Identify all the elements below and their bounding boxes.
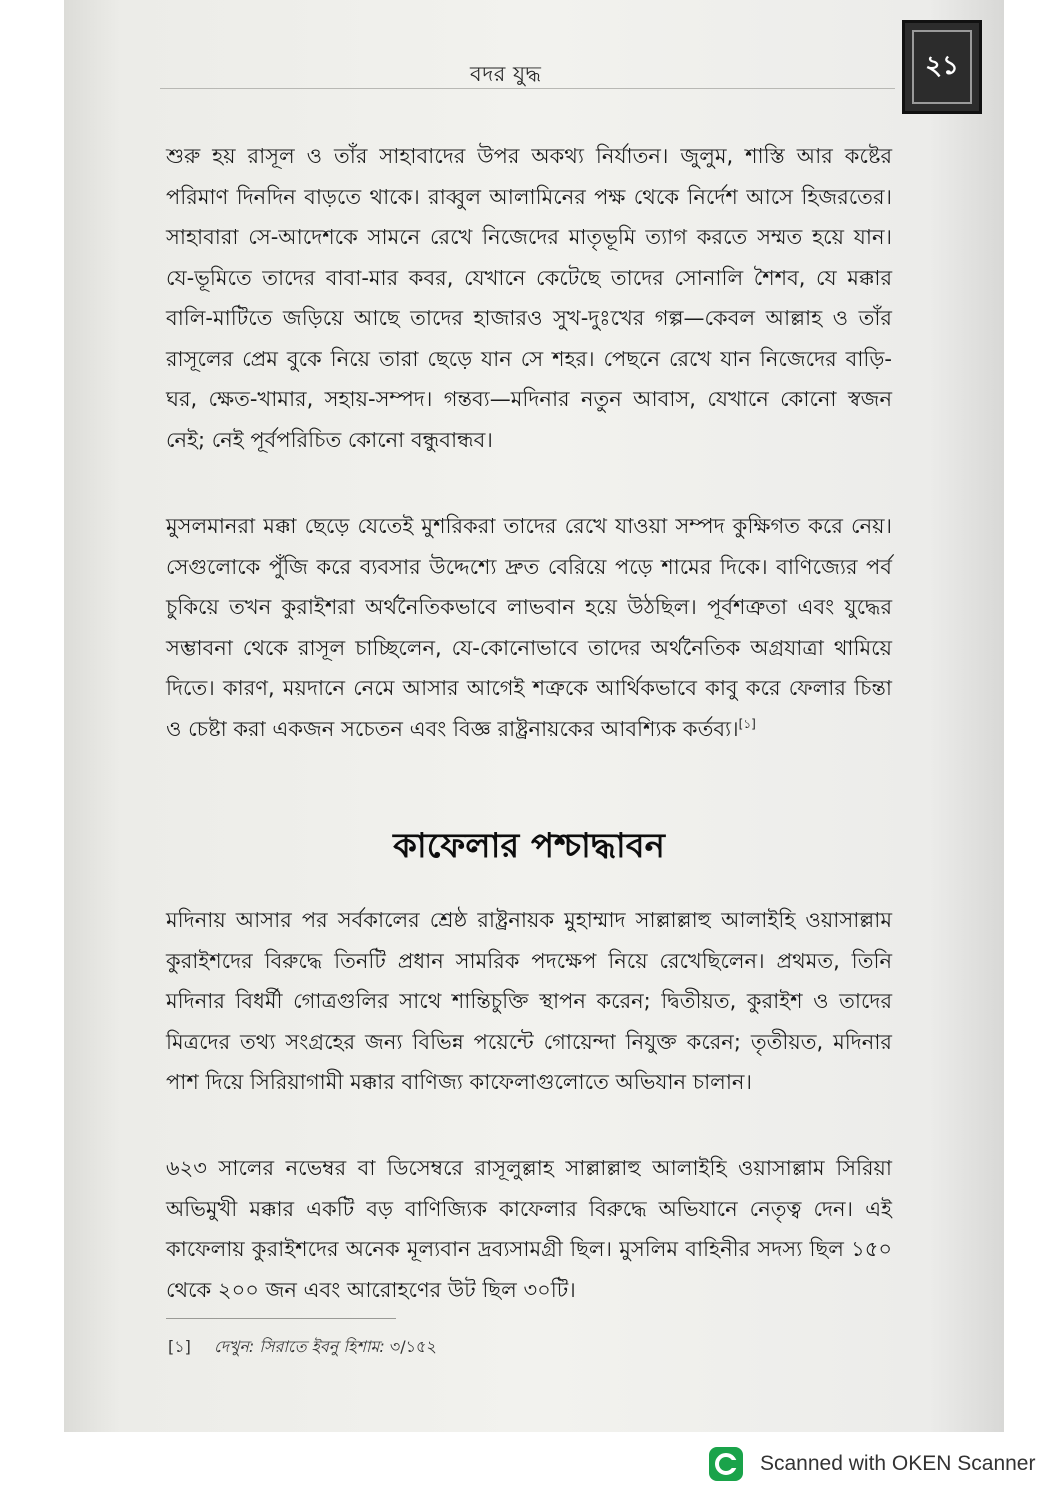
page-number-box xyxy=(902,20,982,114)
paragraph-3: মদিনায় আসার পর সর্বকালের শ্রেষ্ঠ রাষ্ট্রনায়ক মুহাম্মাদ সাল্লাল্লাহু আলাইহি ওয়াসাল্লাম কুরাইশদের বিরুদ্ধে তিনটি প্রধান সামরিক পদক্ষেপ নিয়ে রেখেছিলেন। প্রথমত, তিনি মদিনার বিধর্মী গোত্রগুলির সাথে শান্তিচুক্তি স্থাপন করেন; দ্বিতীয়ত, কুরাইশ ও তাদের মিত্রদের তথ্য সংগ্রহের জন্য বিভিন্ন পয়েন্টে গোয়েন্দা নিযুক্ত করেন; তৃতীয়ত, মদিনার পাশ দিয়ে সিরিয়াগামী মক্কার বাণিজ্য কাফেলাগুলোতে অভিযান চালান। xyxy=(166,908,892,1094)
paragraph-1: শুরু হয় রাসূল ও তাঁর সাহাবাদের উপর অকথ্য নির্যাতন। জুলুম, শাস্তি আর কষ্টের পরিমাণ দিনদিন বাড়তে থাকে। রাব্বুল আলামিনের পক্ষ থেকে নির্দেশ আসে হিজরতের। সাহাবারা সে-আদেশকে সামনে রেখে নিজেদের মাতৃভূমি ত্যাগ করতে সম্মত হয়ে যান। যে-ভূমিতে তাদের বাবা-মার কবর, যেখানে কেটেছে তাদের সোনালি শৈশব, যে মক্কার বালি-মাটিতে জড়িয়ে আছে তাদের হাজারও সুখ-দুঃখের গল্প—কেবল আল্লাহ ও তাঁর রাসূলের প্রেম বুকে নিয়ে তারা ছেড়ে যান সে শহর। পেছনে রেখে যান নিজেদের বাড়ি-ঘর, ক্ষেত-খামার, সহায়-সম্পদ। গন্তব্য—মদিনার নতুন আবাস, যেখানে কোনো স্বজন নেই; নেই পূর্বপরিচিত কোনো বন্ধুবান্ধব। xyxy=(166,144,892,452)
header-rule xyxy=(160,88,895,89)
footnote-source: সিরাতে ইবনু হিশাম: xyxy=(259,1337,385,1356)
page-number: ২১ xyxy=(912,30,972,104)
running-header: বদর যুদ্ধ xyxy=(470,62,542,86)
scanner-watermark xyxy=(708,1446,1035,1482)
footnote-rule xyxy=(166,1318,396,1319)
paragraph-4: ৬২৩ সালের নভেম্বর বা ডিসেম্বরে রাসূলুল্লাহ সাল্লাল্লাহু আলাইহি ওয়াসাল্লাম সিরিয়া অভিমুখী মক্কার একটি বড় বাণিজ্যিক কাফেলার বিরুদ্ধে অভিযানে নেতৃত্ব দেন। এই কাফেলায় কুরাইশদের অনেক মূল্যবান দ্রব্যসামগ্রী ছিল। মুসলিম বাহিনীর সদস্য ছিল ১৫০ থেকে ২০০ জন এবং আরোহণের উট ছিল ৩০টি। xyxy=(166,1156,892,1302)
footnote-ref: ৩/১৫২ xyxy=(389,1337,437,1356)
paragraph-2 xyxy=(166,506,892,749)
footnote-label: দেখুন: xyxy=(213,1337,255,1356)
footnote-reference: [১] xyxy=(738,716,756,731)
section-heading: কাফেলার পশ্চাদ্ধাবন xyxy=(393,826,665,866)
oken-scanner-logo-icon xyxy=(708,1446,744,1482)
footnote-number: [১] xyxy=(168,1337,191,1356)
scanner-watermark-text: Scanned with OKEN Scanner xyxy=(760,1452,1036,1475)
footnote xyxy=(168,1334,437,1361)
paragraph-2-text: মুসলমানরা মক্কা ছেড়ে যেতেই মুশরিকরা তাদের রেখে যাওয়া সম্পদ কুক্ষিগত করে নেয়। সেগুলোকে পুঁজি করে ব্যবসার উদ্দেশ্যে দ্রুত বেরিয়ে পড়ে শামের দিকে। বাণিজ্যের পর্ব চুকিয়ে তখন কুরাইশরা অর্থনৈতিকভাবে লাভবান হয়ে উঠছিল। পূর্বশত্রুতা এবং যুদ্ধের সম্ভাবনা থেকে রাসূল চাচ্ছিলেন, যে-কোনোভাবে তাদের অর্থনৈতিক অগ্রযাত্রা থামিয়ে দিতে। কারণ, ময়দানে নেমে আসার আগেই শত্রুকে আর্থিকভাবে কাবু করে ফেলার চিন্তা ও চেষ্টা করা একজন সচেতন এবং বিজ্ঞ রাষ্ট্রনায়কের আবশ্যিক কর্তব্য। xyxy=(166,514,892,741)
